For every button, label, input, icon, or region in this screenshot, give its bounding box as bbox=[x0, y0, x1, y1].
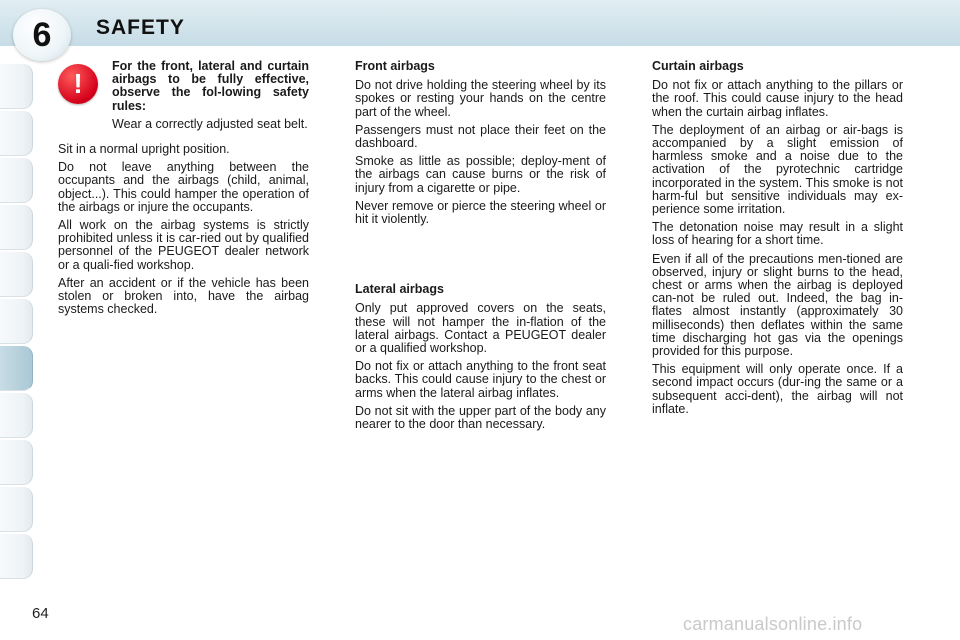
section-spacer bbox=[355, 231, 606, 283]
lateral-paragraph: Do not sit with the upper part of the body any nearer to the door than necessary. bbox=[355, 403, 606, 432]
side-tab[interactable] bbox=[0, 111, 33, 156]
warning-block bbox=[58, 60, 309, 138]
chapter-side-tabs bbox=[0, 64, 34, 576]
page-number: 64 bbox=[32, 605, 49, 622]
rule-paragraph: After an accident or if the vehicle has been stolen or broken into, have the airbag systems checked. bbox=[58, 275, 309, 317]
rule-paragraph: All work on the airbag systems is strictly prohibited unless it is car-ried out by qualified personnel of the PEUGEOT dealer network or a quali-fied workshop. bbox=[58, 218, 309, 272]
side-tab-active[interactable] bbox=[0, 346, 33, 391]
side-tab[interactable] bbox=[0, 393, 33, 438]
front-paragraph: Do not drive holding the steering wheel by its spokes or resting your hands on the centre part of the wheel. bbox=[355, 78, 606, 119]
exclamation-warning-icon bbox=[58, 64, 98, 104]
side-tab[interactable] bbox=[0, 205, 33, 250]
front-paragraph: Smoke as little as possible; deploy-ment of the airbags can cause burns or the risk of injury from a cigarette or pipe. bbox=[355, 154, 606, 195]
rule-paragraph: Sit in a normal upright position. bbox=[58, 142, 230, 156]
curtain-paragraph: This equipment will only operate once. If a second impact occurs (dur-ing the same or a subsequent acci-dent), the airbag will not inflate. bbox=[652, 362, 903, 416]
front-airbags-heading: Front airbags bbox=[355, 59, 435, 73]
chapter-number: 6 bbox=[32, 15, 52, 54]
watermark: carmanualsonline.info bbox=[683, 614, 863, 634]
side-tab[interactable] bbox=[0, 534, 33, 579]
curtain-paragraph: The detonation noise may result in a slight loss of hearing for a short time. bbox=[652, 220, 903, 248]
side-tab[interactable] bbox=[0, 299, 33, 344]
column-front-lateral bbox=[355, 60, 606, 436]
column-general-rules bbox=[58, 60, 309, 321]
column-curtain bbox=[652, 60, 903, 421]
side-tab[interactable] bbox=[0, 64, 33, 109]
warning-lead: For the front, lateral and curtain airbags to be fully effective, observe the fol-lowing safety rules: bbox=[112, 59, 309, 113]
side-tab[interactable] bbox=[0, 487, 33, 532]
curtain-paragraph: Even if all of the precautions men-tioned are observed, injury or slight burns to the head, chest or arms when the airbag is deployed can-not be ruled out. Indeed, the bag in-flates almost instantly (approximately 30 milliseconds) then deflates within the same time discharging hot gas via the openings provided for this purpose. bbox=[652, 251, 903, 359]
curtain-airbags-heading: Curtain airbags bbox=[652, 59, 744, 73]
lateral-airbags-heading: Lateral airbags bbox=[355, 282, 444, 297]
side-tab[interactable] bbox=[0, 252, 33, 297]
curtain-paragraph: Do not fix or attach anything to the pillars or the roof. This could cause injury to the head when the curtain airbag inflates. bbox=[652, 78, 903, 119]
side-tab[interactable] bbox=[0, 440, 33, 485]
front-paragraph: Passengers must not place their feet on the dashboard. bbox=[355, 122, 606, 151]
curtain-paragraph: The deployment of an airbag or air-bags is accompanied by a slight emission of harmless smoke and a noise due to the activation of the pyrotechnic cartridge incorporated in the system. This smoke is not harm-ful but sensitive individuals may ex-perience some irritation. bbox=[652, 122, 903, 217]
front-paragraph: Never remove or pierce the steering wheel or hit it violently. bbox=[355, 198, 606, 227]
warning-glyph: ! bbox=[73, 68, 83, 99]
warning-first-rule: Wear a correctly adjusted seat belt. bbox=[112, 116, 308, 131]
lateral-paragraph: Do not fix or attach anything to the front seat backs. This could cause injury to the chest or arms when the lateral airbag inflates. bbox=[355, 359, 606, 400]
lateral-paragraph: Only put approved covers on the seats, these will not hamper the in-flation of the lateral airbags. Contact a PEUGEOT dealer or a qualified workshop. bbox=[355, 301, 606, 356]
side-tab[interactable] bbox=[0, 158, 33, 203]
page-title: SAFETY bbox=[96, 16, 185, 39]
rule-paragraph: Do not leave anything between the occupants and the airbags (child, animal, object...). This could hamper the operation of the airbags or injure the occupants. bbox=[58, 160, 309, 214]
chapter-badge bbox=[13, 9, 71, 61]
